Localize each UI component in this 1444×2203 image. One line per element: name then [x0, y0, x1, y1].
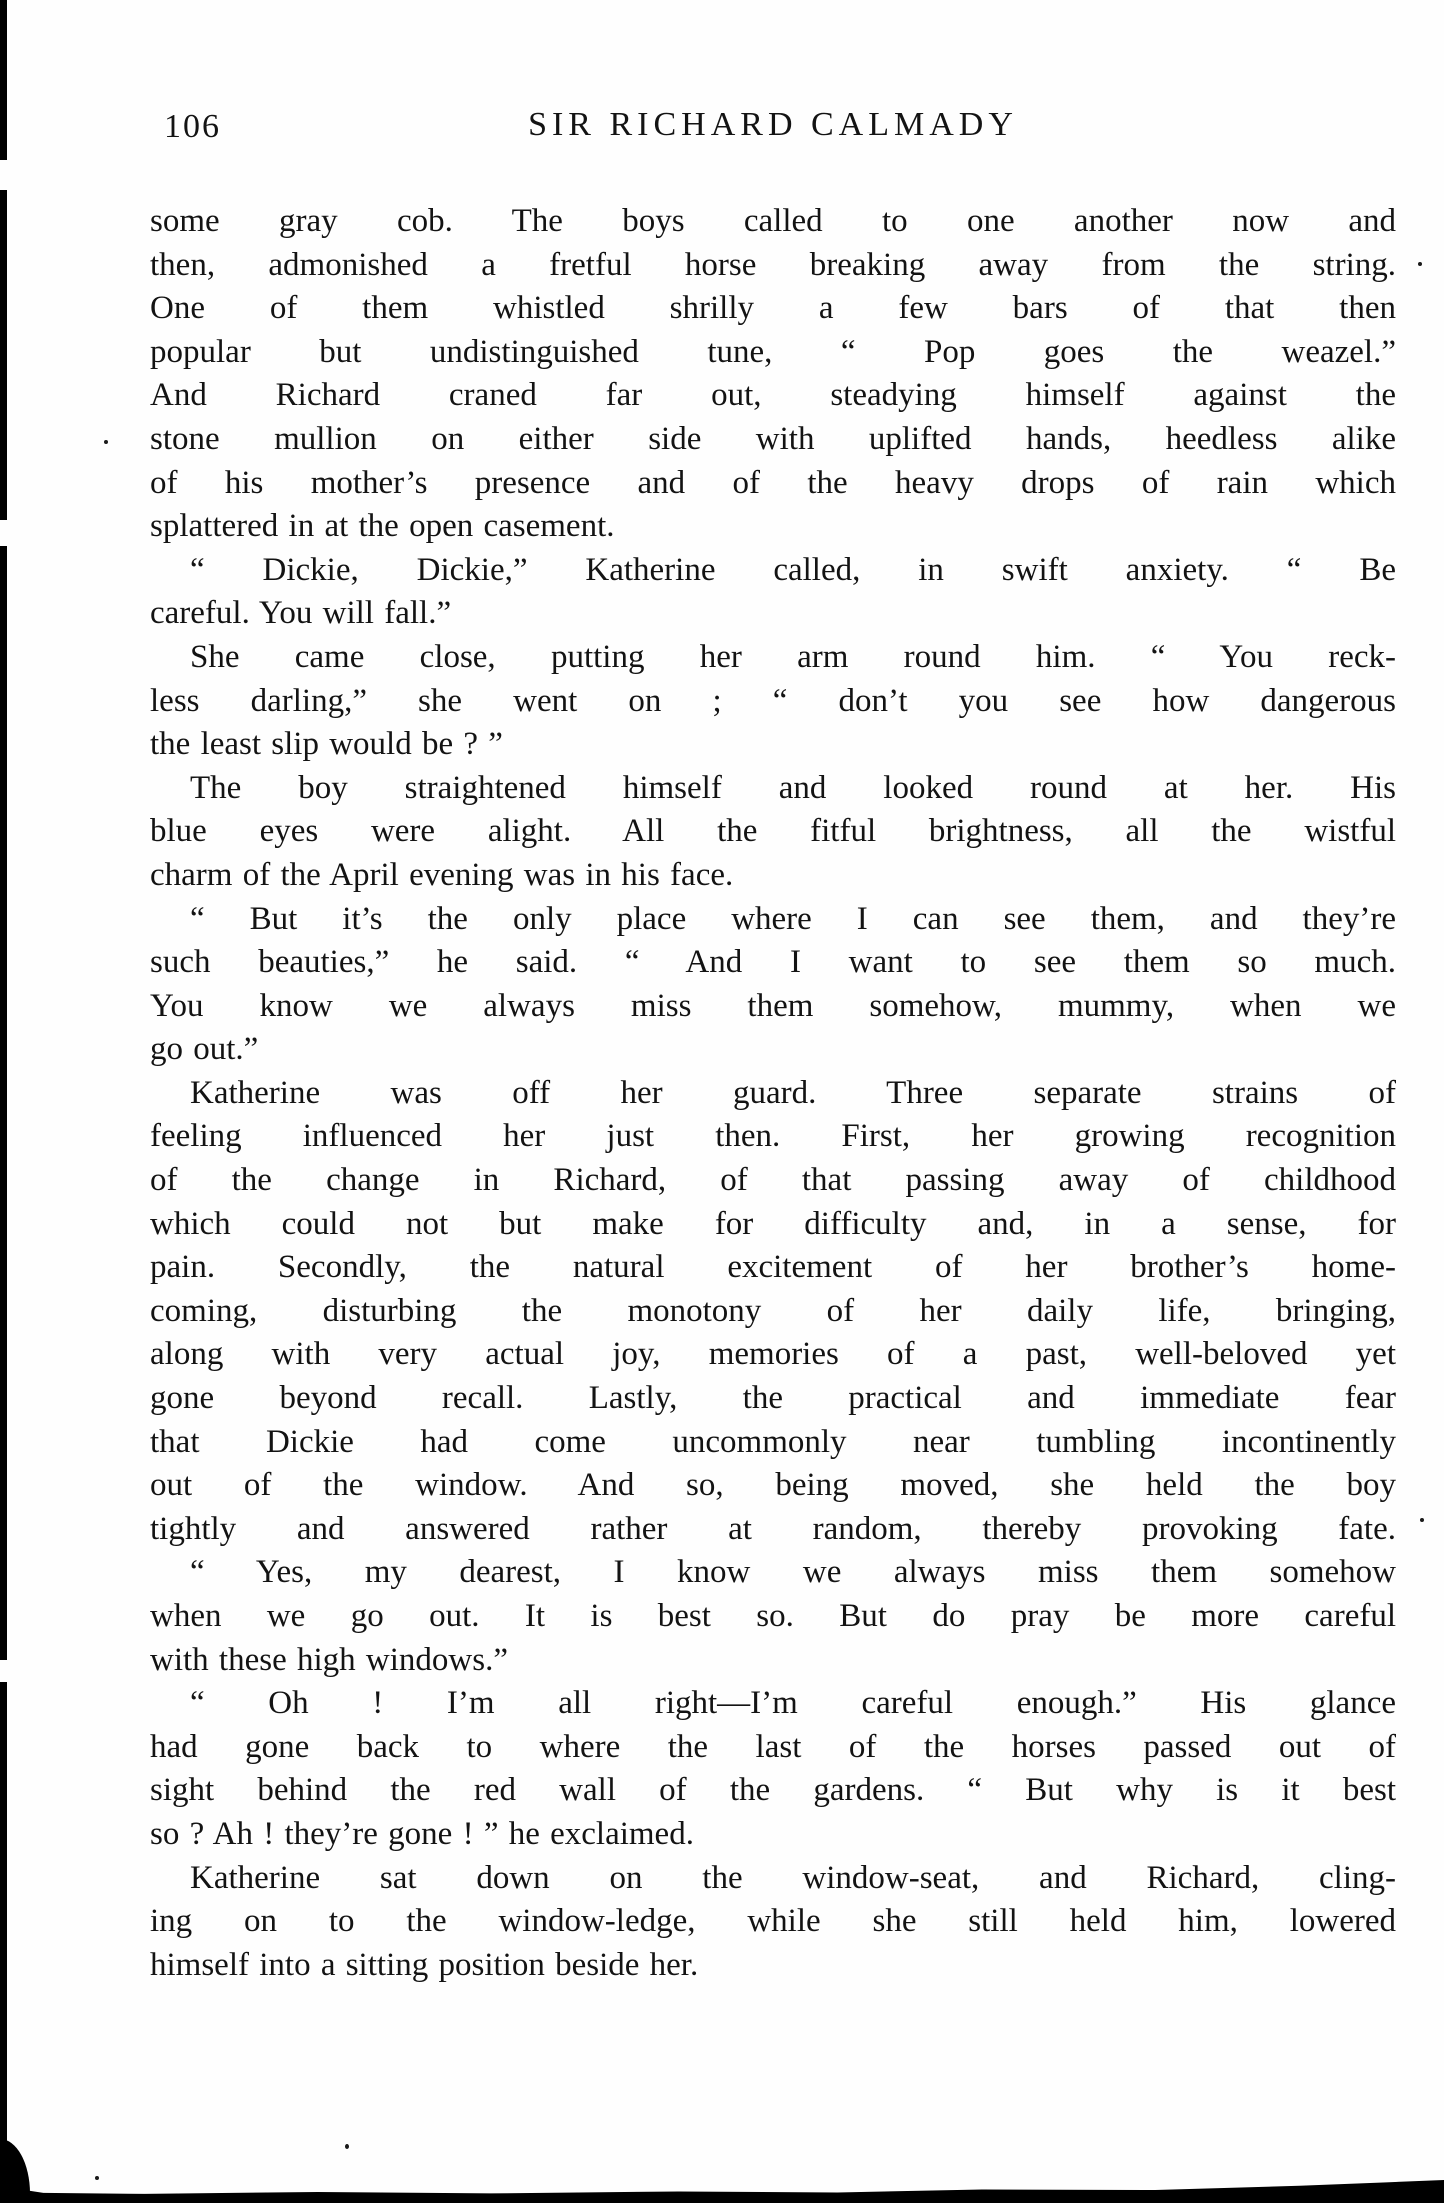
text-line: blue eyes were alight. All the fitful brightness, all the wistful	[150, 813, 1396, 850]
text-line: gone beyond recall. Lastly, the practical and immediate fear	[150, 1380, 1396, 1417]
text-line: charm of the April evening was in his face.	[150, 856, 734, 893]
text-line: She came close, putting her arm round him. “ You reck-	[190, 638, 1396, 675]
text-line: out of the window. And so, being moved, she held the boy	[150, 1467, 1396, 1504]
text-line: some gray cob. The boys called to one another now and	[150, 203, 1396, 239]
scan-speck	[1420, 1518, 1424, 1522]
scan-speck	[104, 440, 108, 444]
text-line: pain. Secondly, the natural excitement of her brother’s home-	[150, 1249, 1396, 1286]
text-line: of his mother’s presence and of the heavy drops of rain which	[150, 464, 1396, 501]
text-line: careful. You will fall.”	[150, 595, 452, 632]
text-line: “ Oh ! I’m all right—I’m careful enough.” His glance	[190, 1685, 1396, 1722]
text-line: when we go out. It is best so. But do pray be more careful	[150, 1598, 1396, 1634]
text-line: stone mullion on either side with uplifted hands, heedless alike	[150, 420, 1396, 457]
text-line: feeling influenced her just then. First, her growing recognition	[150, 1118, 1396, 1155]
text-line: then, admonished a fretful horse breaking away from the string.	[150, 246, 1396, 283]
text-line: The boy straightened himself and looked round at her. His	[190, 769, 1396, 806]
text-line: You know we always miss them somehow, mummy, when we	[150, 987, 1396, 1024]
text-line: the least slip would be ? ”	[150, 726, 503, 763]
text-line: splattered in at the open casement.	[150, 508, 615, 545]
text-line: coming, disturbing the monotony of her daily life, bringing,	[150, 1292, 1396, 1329]
text-line: of the change in Richard, of that passing away of childhood	[150, 1162, 1396, 1199]
text-line: go out.”	[150, 1031, 259, 1068]
text-line: had gone back to where the last of the horses passed out of	[150, 1728, 1396, 1765]
scan-speck	[345, 2144, 349, 2149]
text-line: “ Dickie, Dickie,” Katherine called, in swift anxiety. “ Be	[190, 551, 1396, 588]
page-header	[150, 106, 1396, 152]
text-line: “ Yes, my dearest, I know we always miss them somehow	[190, 1554, 1396, 1591]
text-line: with these high windows.”	[150, 1641, 508, 1678]
scan-edge-bottom	[0, 2179, 1444, 2203]
text-line: And Richard craned far out, steadying himself against the	[150, 377, 1396, 414]
scan-speck	[1418, 262, 1422, 266]
text-line: himself into a sitting position beside her.	[150, 1946, 699, 1983]
text-block	[150, 200, 1396, 1987]
scan-speck	[95, 2176, 99, 2180]
scan-edge-gap	[0, 520, 7, 546]
scan-edge-gap	[0, 160, 7, 190]
running-title: SIR RICHARD CALMADY	[528, 106, 1018, 143]
text-line: popular but undistinguished tune, “ Pop goes the weazel.”	[150, 333, 1396, 370]
scan-edge-gap	[0, 1660, 7, 1682]
text-line: ing on to the window-ledge, while she still held him, lowered	[150, 1903, 1396, 1940]
scan-edge-left	[0, 0, 7, 2203]
text-line: that Dickie had come uncommonly near tumbling incontinently	[150, 1423, 1396, 1460]
text-line: “ But it’s the only place where I can see them, and they’re	[190, 900, 1396, 937]
text-line: tightly and answered rather at random, thereby provoking fate.	[150, 1510, 1396, 1547]
text-line: One of them whistled shrilly a few bars of that then	[150, 290, 1396, 327]
text-line: such beauties,” he said. “ And I want to see them so much.	[150, 944, 1396, 981]
text-line: sight behind the red wall of the gardens. “ But why is it best	[150, 1772, 1396, 1809]
text-line: so ? Ah ! they’re gone ! ” he exclaimed.	[150, 1815, 694, 1852]
text-line: less darling,” she went on ; “ don’t you see how dangerous	[150, 682, 1396, 719]
page-number: 106	[164, 108, 221, 145]
text-line: along with very actual joy, memories of a past, well-beloved yet	[150, 1336, 1396, 1373]
text-line: which could not but make for difficulty and, in a sense, for	[150, 1205, 1396, 1242]
text-line: Katherine sat down on the window-seat, and Richard, cling-	[190, 1859, 1396, 1896]
text-line: Katherine was off her guard. Three separate strains of	[190, 1074, 1396, 1111]
